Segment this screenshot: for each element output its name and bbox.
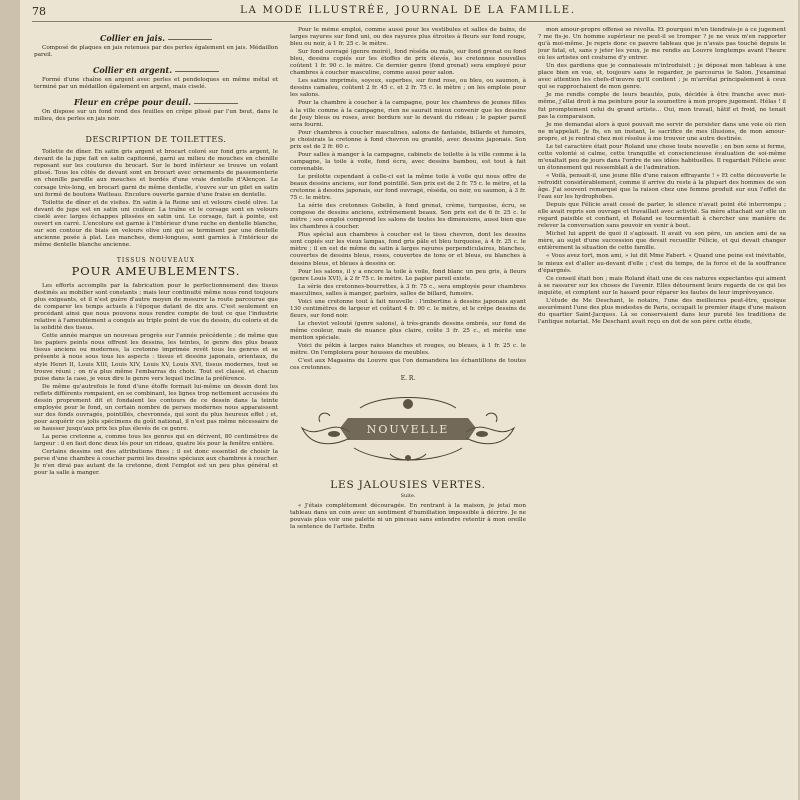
paragraph: Voici une cretonne tout à fait nouvelle : l'imbertine à dessins japonais ayant 130 centimètres de largeur et coûtant 4 fr. 90 c. le mètre, et le crêpe dessins de fleurs, sur fond noir.	[290, 298, 526, 319]
paragraph: Pour salles à manger à la campagne, cabinets de toilette à la ville comme à la campagne, la toile à voile, fond écru, avec dessins bambou, est tout à fait convenable.	[290, 151, 526, 172]
heading-tissus-nouveaux: TISSUS NOUVEAUX	[116, 256, 196, 264]
paragraph: Je me demandai alors à quoi pouvait me servir de persister dans une voie où rien ne m'appelait. Je fis, en un instant, le sacrifice de mes illusions, de mon amour-propre, et je rentrai chez moi résolue à me trouver une autre destinée.	[538, 121, 786, 142]
heading-pour-ameublements: POUR AMEUBLEMENTS.	[71, 263, 241, 278]
column-middle	[290, 27, 526, 793]
heading-description-toilettes: DESCRIPTION DE TOILETTES.	[85, 135, 227, 145]
journal-page	[20, 0, 798, 800]
paragraph: C'est aux Magasins du Louvre que l'on demandera les échantillons de toutes ces cretonnes.	[290, 358, 526, 372]
paragraph: « J'étais complétement découragée. En rentrant à la maison, je jetai mon tableau dans un coin avec un sentiment d'humiliation impossible à décrire. Je ne pouvais plus voir une palette ni un pinceau sans entendre retentir à mon oreille la sentence de l'artiste. Enfin	[290, 503, 526, 531]
paragraph: Michel lui apprit de quoi il s'agissait. Il avait vu son père, un ancien ami de sa mère, au sujet d'une succession que devait recueillir Félicie, et qui devait changer entièrement la situation de cette famille.	[538, 231, 786, 252]
paragraph: Ce conseil était bon ; mais Roland était une de ces natures expectantes qui aiment à se rassurer sur les choses de l'avenir. Elles détournent leurs regards de ce qui les inquiète, et comptent sur le hasard pour réparer les fautes de leur imprévoyance.	[538, 275, 786, 296]
paragraph: L'étude de Me Deschant, le notaire, l'une des meilleures peut-être, quoique assurément l'une des plus modestes de Paris, occupait le premier étage d'une maison du quartier Saint-Jacques. Là se conservaient dans leur pureté les traditions de l'antique notariat. Me Deschant avait reçu en dot de son père cette étude,	[538, 297, 786, 325]
running-header	[32, 5, 784, 21]
paragraph: La série des cretonnes-bourrettes, à 3 fr. 75 c., sera employée pour chambres masculines, salles à manger, parloirs, salles de billard, fumoirs.	[290, 283, 526, 297]
paragraph: Depuis que Félicie avait cessé de parler, le silence n'avait point été interrompu ; elle avait repris son ouvrage et travaillait avec activité. Sa mère attachait sur elle un regard paisible et confiant, et Roland se tourmentait à chercher une manière de relever la conversation sans pouvoir en venir à bout.	[538, 202, 786, 230]
paragraph: Certains dessins ont des attributions fixes ; il est donc essentiel de choisir la perse d'une chambre à coucher parmi les dessins spéciaux aux chambres à coucher. Je n'en dirai pas autant de la cretonne, dont l'emploi est un peu plus général et pour la salle à manger.	[34, 449, 278, 477]
heading-collier-jais: Collier en jais.	[34, 33, 278, 43]
text-toilette-1: Toilette de dîner. En satin gris argent et brocart coloré sur fond gris argent, le devant de la jupe fait en satin capitonné, garni au milieu de mouches en chenille reposant sur les coutures du brocart. Sur le bord inférieur se trouve un volant plissé. Tous les côtés de devant sont en brocart avec ornements de passementerie en chenille pareille aux mouches et bordés d'une vraie dentelle d'Alençon. Le corsage très-long, en brocart garni de même dentelle, s'ouvre sur un gilet en satin uni formé de boutons Watteau. Encolure ouverte garnie d'une fraise en dentelle.	[34, 149, 278, 198]
paragraph: Je me rendis compte de leurs beautés, puis, décidée à être franche avec moi-même, j'allai droit à ma peinture pour la soumettre à mon propre jugement. Hélas ! il fut promptement celui du grand artiste... Oui, mon travail, hâtif et froid, ne tenait pas la comparaison.	[538, 92, 786, 120]
text-fleur-crepe: On dispose sur un fond rond des feuilles en crêpe plissé par l'un bout, dans le milieu, des perles en jais noir.	[34, 109, 278, 123]
text-toilette-2: Toilette de dîner et de visites. En satin à la Reine uni et velours ciselé olive. Le devant de jupe est en satin uni couleur. La traîne et le corsage sont en velours ciselé avec larges échappes plissées en satin uni. Le corsage, fait à pointe, est ouvert en carré. L'encolure est garnie à l'intérieur d'une ruche en dentelle blanche, sur son contour de biais en velours olive uni qui se terminent par une dentelle ancienne posée à plat. Les manches, demi-longues, sont garnies à l'intérieur de même dentelle blanche ancienne.	[34, 199, 278, 248]
signature-er: E. R.	[400, 375, 416, 383]
heading-jalousies-vertes: LES JALOUSIES VERTES.	[330, 479, 486, 492]
vignette-title: NOUVELLE	[366, 423, 450, 437]
paragraph: De même qu'autrefois le fond d'une étoffe formait lui-même un dessin dont les reflets différents rompaient, en se combinant, les lignes trop nettement accusées du dessin proprement dit et fondaient les contours de ce dessin dans la teinte employée pour le fond, un certain nombre de perses modernes nous apparaissent sur des fonds ouvragés, pointillés, chevronnés, qui sont du plus heureux effet ; et, pour acquérir ces jolis spécimens du goût national, il n'est pas même nécessaire de se hausser jusqu'aux prix les plus élevés de ce genre.	[34, 383, 278, 432]
paragraph: Les satins imprimés, soyeux, superbes, sur fond rose, ou bleu, ou saumon, à dessins camaïeu, coûtent 2 fr. 45 c. et 2 fr. 75 c. le mètre ; on les emploie pour les salons.	[290, 78, 526, 99]
page-number: 78	[32, 5, 46, 18]
paragraph: Pour la chambre à coucher à la campagne, pour les chambres de jeunes filles à la ville comme à la campagne, rien ne saurait mieux convenir que les dessins de Jouy bleus ou roses, avec bordure sur le devant du rideau ; le papier pareil sera fourni.	[290, 100, 526, 128]
header-rule	[32, 21, 784, 22]
paragraph: Le prélotte cependant à celle-ci est la même toile à voile qui nous offre de beaux dessins anciens, sur fond pointillé. Son prix est de 2 fr. 75 c. le mètre, et la cretonne à dessins japonais, sur fond ouvragé, réséda, ou noir, ou saumon, à 3 fr. 75 c. le mètre.	[290, 173, 526, 202]
text-suite: Suite.	[400, 493, 416, 500]
heading-fleur-crepe: Fleur en crêpe pour deuil.	[34, 97, 278, 107]
paragraph: Cette année marque un nouveau progrès sur l'année précédente ; de même que les papiers peints nous offrent les dessins, les teintes, le genre des plus beaux tissus anciens ou modernes, la cretonne imprimée revêt tous les genres et se présente à nous sous tous les aspects : tissus et dessins japonais, orientaux, du style Henri II, Louis XIII, Louis XIV, Louis XV, Louis XVI, tissus modernes, tout se trouve réuni ; on n'a plus même l'embarras du choix. Tout est classé, et chacun puise dans la case, je veux dire le genre vers lequel incline la préférence.	[34, 333, 278, 382]
paragraph: Pour le même emploi, comme aussi pour les vestibules et salles de bains, de larges rayures sur fond uni, ou des rayures plus étroites à fleurs sur fond rouge, bleu ou noir, à 1 fr. 25 c. le mètre.	[290, 27, 526, 48]
heading-collier-argent: Collier en argent.	[34, 65, 278, 75]
paragraph: Un des gardiens que je connaissais m'introduisit ; je déposai mon tableau à une place bien en vue, et, toujours sans le regarder, je parcourus le Salon. J'examinai avec attention les chefs-d'œuvre qu'il contient ; je m'arrêtai principalement à ceux qui se rapprochaient de mon genre.	[538, 63, 786, 91]
paragraph: Voici du pékin à larges raies blanches et rouges, ou bleues, à 1 fr. 25 c. le mètre. On l'emploiera pour housses de meubles.	[290, 343, 526, 357]
nouvelle-vignette	[290, 388, 526, 470]
journal-title: LA MODE ILLUSTRÉE, JOURNAL DE LA FAMILLE.	[240, 5, 576, 16]
paragraph: Plus spécial aux chambres à coucher est le tissu chevron, dont les dessins sont copiés sur les vieux lampas, fond gris pâle et bleu turquoise, à 4 fr. 25 c. le mètre ; il en est de même du satin à larges rayures perpendiculaires, blanches, couvertes de dessins bleus, roses, couvertes de tons or et bleus, ou blanches à dessins bleus, et bleues à dessins or.	[290, 232, 526, 267]
paragraph: « Voilà, pensait-il, une jeune fille d'une raison effrayante ! » Et cette découverte le refroidit considérablement, comme il arrive du reste à la plupart des hommes de son âge. J'ai souvent remarqué que la raison chez une femme produit sur eux l'effet de l'eau sur les hydrophobes.	[538, 172, 786, 201]
text-collier-jais: Composé de plaques en jais retenues par des perles également en jais. Médaillon pareil.	[34, 45, 278, 59]
column-right	[538, 27, 786, 793]
paragraph: Pour les salons, il y a encore la toile à voile, fond blanc un peu gris, à fleurs (genre Louis XVI), à 2 fr 75 c. le mètre. Le papier pareil existe.	[290, 268, 526, 282]
paragraph: mon amour-propre offensé se révolta. Et pourquoi m'en tiendrais-je à ce jugement ? me fis-je. Un homme supérieur ne peut-il se tromper ? je ne veux m'en rapporter qu'à moi-même. Je repris donc ce pauvre tableau que je n'avais pas touché depuis le jour fatal, et, sans y jeter les yeux, je me rendis au Louvre longtemps avant l'heure où les artistes ont coutume d'y entrer.	[538, 27, 786, 62]
paragraph: Les efforts accomplis par la fabrication pour le perfectionnement des tissus destinés au mobilier sont constants ; mais leur continuité même nous rend toujours plus exigeants, et il n'est guère d'autre moyen de mesurer la route parcourue que de comparer les temps actuels à l'époque datant de dix ans. C'est seulement en procédant ainsi que nous pouvons nous rendre compte de tout ce que l'industrie relative à l'ameublement a conquis au triple point de vue du dessin, du coloris et de la solidité des tissus.	[34, 282, 278, 332]
paragraph: La perse cretonne a, comme tous les genres qui en dérivent, 80 centimètres de largeur : il en faut donc deux lés pour un rideau, quatre lés pour la fenêtre entière.	[34, 433, 278, 448]
paragraph: Sur fond ouvragé (genre moiré), fond réséda ou maïs, sur fond grenat ou fond bleu, dessins copiés sur les étoffes de prix élevés, les cretonnes nouvelles coûtent 1 fr. 90 c. le mètre. Ce dernier genre (fond grenat) sera employé pour chambres à coucher masculine, comme aussi pour salon.	[290, 49, 526, 77]
paragraph: Le cheviot velouté (genre salons), à très-grands dessins ombrés, sur fond de même couleur, mais de nuance plus claire, coûte 3 fr. 25 c., et mérite une mention spéciale.	[290, 320, 526, 341]
paragraph: La série des cretonnes Gobelin, à fond grenat, crème, turquoise, écru, se compose de dessins anciens, extrêmement beaux. Son prix est de 6 fr. 25 c. le mètre ; son emploi comprend les salons de toutes les dimensions, aussi bien que les chambres à coucher.	[290, 203, 526, 231]
paragraph: « Vous avez tort, mon ami, » lui dit Mme Fabert. « Quand une peine est inévitable, le mieux est d'aller au-devant d'elle ; c'est du temps, de la force et de la souffrance d'épargnés.	[538, 253, 786, 274]
text-collier-argent: Formé d'une chaîne en argent avec perles et pendeloques en même métal et terminé par un médaillon également en argent, mais ciselé.	[34, 77, 278, 91]
paragraph: Pour chambres à coucher masculines, salons de fantaisie, billards et fumoirs, je choisirais la cretonne à fond chevron ou granité, avec dessins japonais. Son prix est de 2 fr. 60 c.	[290, 129, 526, 150]
column-left	[34, 27, 278, 793]
paragraph: Le tel caractère était pour Roland une chose toute nouvelle ; en bon sens si ferme, cette volonté si calme, cette tranquille et consciencieuse évaluation de soi-même m'exaltait peu de jours dans l'ordre de ses idées habituelles. Il regardait Félicie avec un étonnement qui ressemblait à de l'admiration.	[538, 143, 786, 171]
